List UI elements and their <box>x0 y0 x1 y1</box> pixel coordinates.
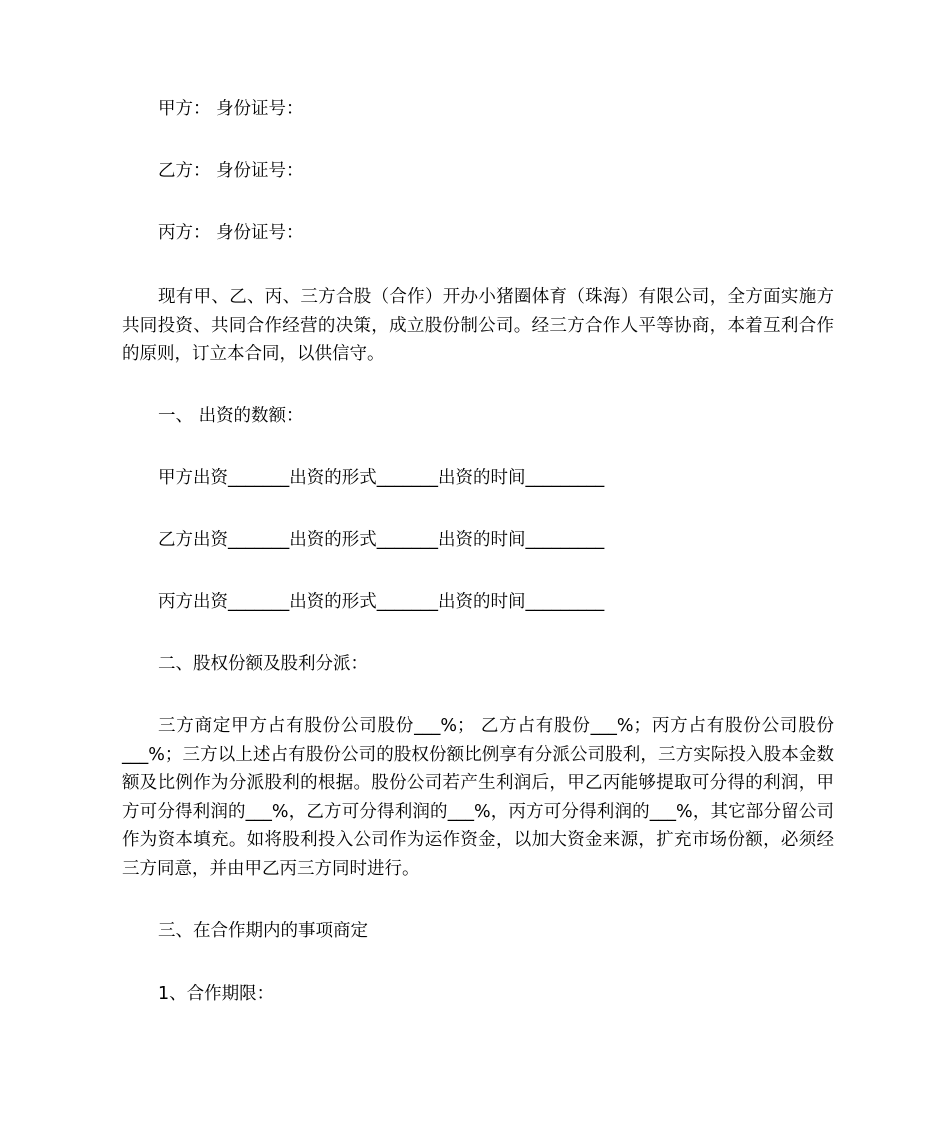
party-c-contribution: 丙方出资_______出资的形式_______出资的时间_________ <box>158 592 605 612</box>
party-a-line: 甲方： 身份证号： <box>158 99 304 119</box>
item-1-term: 1、合作期限： <box>158 984 275 1004</box>
section-1-heading: 一、 出资的数额： <box>158 406 304 426</box>
intro-paragraph: 现有甲、乙、丙、三方合股（合作）开办小猪圈体育（珠海）有限公司，全方面实施方共同投资、共同合作经营的决策，成立股份制公司。经三方合作人平等协商，本着互利合作的原则，订立本合同，以供信守。 <box>122 287 834 364</box>
section-3-heading: 三、在合作期内的事项商定 <box>158 921 368 941</box>
party-a-contribution: 甲方出资_______出资的形式_______出资的时间_________ <box>158 468 605 488</box>
party-b-line: 乙方： 身份证号： <box>158 161 304 181</box>
party-c-line: 丙方： 身份证号： <box>158 223 304 243</box>
party-b-contribution: 乙方出资_______出资的形式_______出资的时间_________ <box>158 530 605 550</box>
section-2-paragraph: 三方商定甲方占有股份公司股份___%； 乙方占有股份___%；丙方占有股份公司股份___%；三方以上述占有股份公司的股权份额比例享有分派公司股利，三方实际投入股本金数额及比例作为分派股利的根据。股份公司若产生利润后，甲乙丙能够提取可分得的利润，甲方可分得利润的___%，乙方可分得利润的___%，丙方可分得利润的___%，其它部分留公司作为资本填充。如将股利投入公司作为运作资金，以加大资金来源，扩充市场份额，必须经三方同意，并由甲乙丙三方同时进行。 <box>122 716 834 879</box>
section-2-heading: 二、股权份额及股利分派： <box>158 654 368 674</box>
